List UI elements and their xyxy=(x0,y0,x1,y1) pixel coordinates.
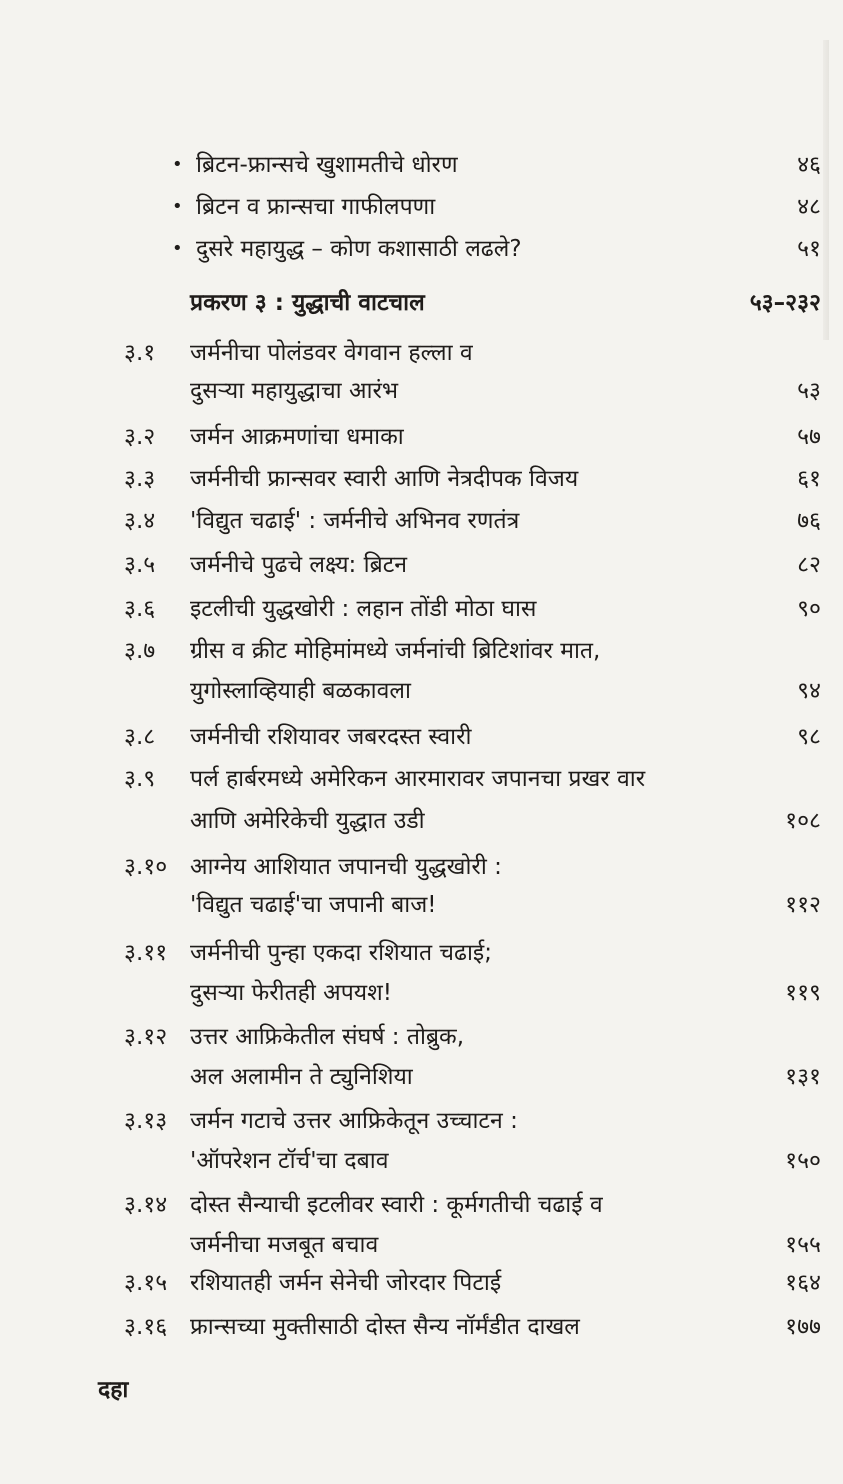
page-number: ६१ xyxy=(797,466,821,492)
toc-entry xyxy=(0,632,843,712)
bullet-text: ब्रिटन व फ्रान्सचा गाफीलपणा xyxy=(196,194,436,220)
section-title: फ्रान्सच्या मुक्तीसाठी दोस्त सैन्य नॉर्मंडीत दाखल xyxy=(190,1314,580,1340)
page-number: ५१ xyxy=(797,236,821,262)
toc-entry xyxy=(0,1186,843,1266)
section-title: जर्मनीचा पोलंडवर वेगवान हल्ला व xyxy=(190,340,473,366)
section-title-cont: दुसऱ्या महायुद्धाचा आरंभ xyxy=(190,378,399,404)
section-title-cont: आणि अमेरिकेची युद्धात उडी xyxy=(190,808,425,834)
section-title-cont: जर्मनीचा मजबूत बचाव xyxy=(190,1232,379,1258)
section-title: जर्मनीचे पुढचे लक्ष्य: ब्रिटन xyxy=(190,552,408,578)
section-title-cont: 'ऑपरेशन टॉर्च'चा दबाव xyxy=(190,1148,389,1174)
bullet-icon: • xyxy=(172,154,183,175)
page-number: ९४ xyxy=(797,678,821,704)
page-number: १७७ xyxy=(785,1314,821,1340)
bullet-text: ब्रिटन-फ्रान्सचे खुशामतीचे धोरण xyxy=(196,152,458,178)
section-number: ३.८ xyxy=(124,724,156,750)
page-number: ४८ xyxy=(797,194,821,220)
page-number: १५० xyxy=(785,1148,821,1174)
section-number: ३.४ xyxy=(124,508,156,534)
page-number: ८२ xyxy=(797,552,821,578)
section-number: ३.११ xyxy=(124,940,168,966)
page-number: ९८ xyxy=(797,724,821,750)
section-number: ३.३ xyxy=(124,466,156,492)
page-number: ४६ xyxy=(797,152,821,178)
toc-entry xyxy=(0,934,843,1014)
toc-entry xyxy=(0,1018,843,1098)
section-number: ३.१५ xyxy=(124,1270,168,1296)
toc-entry xyxy=(0,1102,843,1182)
section-number: ३.१० xyxy=(124,854,168,880)
section-title-cont: अल अलामीन ते ट्युनिशिया xyxy=(190,1064,413,1090)
section-title: जर्मनीची पुन्हा एकदा रशियात चढाई; xyxy=(190,940,492,966)
section-number: ३.१३ xyxy=(124,1108,168,1134)
section-title: उत्तर आफ्रिकेतील संघर्ष : तोब्रुक, xyxy=(190,1024,465,1050)
section-title: पर्ल हार्बरमध्ये अमेरिकन आरमारावर जपानचा प्रखर वार xyxy=(190,766,646,792)
page-number: ११९ xyxy=(785,980,821,1006)
toc-entry xyxy=(0,334,843,414)
section-title-cont: दुसऱ्या फेरीतही अपयश! xyxy=(190,980,393,1006)
section-number: ३.१४ xyxy=(124,1192,168,1218)
section-number: ३.१ xyxy=(124,340,156,366)
section-title: जर्मन गटाचे उत्तर आफ्रिकेतून उच्चाटन : xyxy=(190,1108,518,1134)
page-number: ५३ xyxy=(797,378,821,404)
page-number: १०८ xyxy=(785,808,821,834)
section-number: ३.५ xyxy=(124,552,156,578)
page-number: १६४ xyxy=(785,1270,821,1296)
page-number: १५५ xyxy=(785,1232,821,1258)
section-number: ३.६ xyxy=(124,596,156,622)
section-number: ३.७ xyxy=(124,638,156,664)
section-number: ३.१२ xyxy=(124,1024,168,1050)
toc-entry xyxy=(0,848,843,928)
section-title: रशियातही जर्मन सेनेची जोरदार पिटाई xyxy=(190,1270,502,1296)
section-title: इटलीची युद्धखोरी : लहान तोंडी मोठा घास xyxy=(190,596,537,622)
chapter-title: प्रकरण ३ : युद्धाची वाटचाल xyxy=(190,290,425,316)
section-title: आग्नेय आशियात जपानची युद्धखोरी : xyxy=(190,854,502,880)
page-number: ५७ xyxy=(797,424,821,450)
section-title: जर्मन आक्रमणांचा धमाका xyxy=(190,424,404,450)
page-number: ७६ xyxy=(797,508,821,534)
bullet-icon: • xyxy=(172,196,183,217)
section-number: ३.१६ xyxy=(124,1314,168,1340)
page-number: ९० xyxy=(797,596,821,622)
toc-entry xyxy=(0,760,843,840)
section-number: ३.९ xyxy=(124,766,156,792)
section-title: ग्रीस व क्रीट मोहिमांमध्ये जर्मनांची ब्रिटिशांवर मात, xyxy=(190,638,601,664)
folio: दहा xyxy=(98,1377,129,1403)
section-title: जर्मनीची रशियावर जबरदस्त स्वारी xyxy=(190,724,472,750)
section-title-cont: 'विद्युत चढाई'चा जपानी बाज! xyxy=(190,892,437,918)
section-title-cont: युगोस्लाव्हियाही बळकावला xyxy=(190,678,411,704)
section-number: ३.२ xyxy=(124,424,156,450)
page-number: १३१ xyxy=(785,1064,821,1090)
bullet-icon: • xyxy=(172,238,183,259)
section-title: 'विद्युत चढाई' : जर्मनीचे अभिनव रणतंत्र xyxy=(190,508,520,534)
chapter-page-range: ५३–२३२ xyxy=(749,290,821,316)
page-number: ११२ xyxy=(785,892,821,918)
section-title: दोस्त सैन्याची इटलीवर स्वारी : कूर्मगतीची चढाई व xyxy=(190,1192,603,1218)
page-edge xyxy=(823,40,829,340)
section-title: जर्मनीची फ्रान्सवर स्वारी आणि नेत्रदीपक विजय xyxy=(190,466,579,492)
bullet-text: दुसरे महायुद्ध – कोण कशासाठी लढले? xyxy=(196,236,522,262)
